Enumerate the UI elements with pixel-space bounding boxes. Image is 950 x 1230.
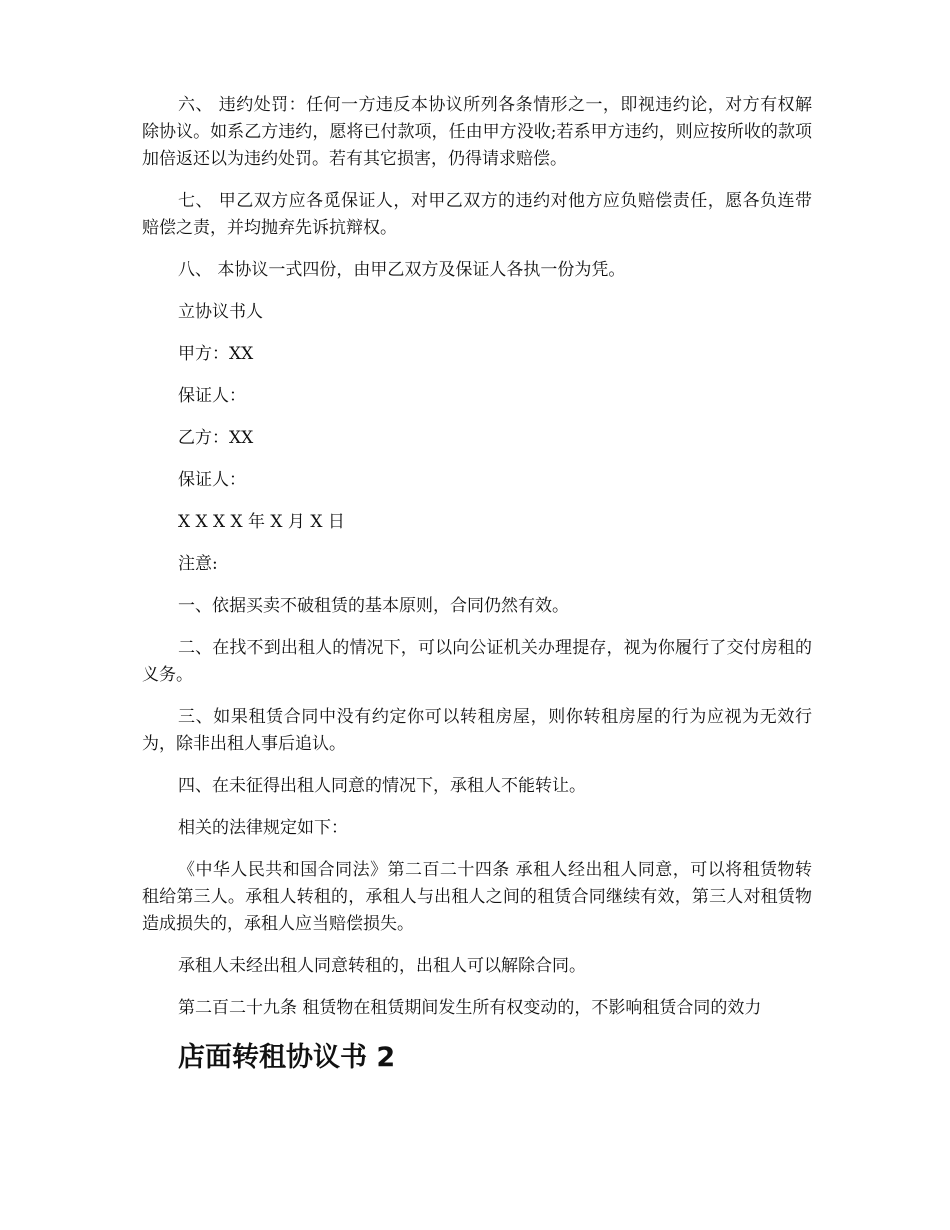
note-four-paragraph: 四、在未征得出租人同意的情况下，承租人不能转让。 (178, 776, 586, 796)
clause-six-paragraph: 六、 违约处罚：任何一方违反本协议所列各条情形之一，即视违约论，对方有权解除协议。如系乙方违约，愿将已付款项，任由甲方没收;若系甲方违约，则应按所收的款项加倍返还以为违约处罚。若有其它损害，仍得请求赔偿。 (142, 95, 812, 169)
note-three-paragraph: 三、如果租赁合同中没有约定你可以转租房屋，则你转租房屋的行为应视为无效行为，除非出租人事后追认。 (142, 707, 812, 754)
guarantor-a-line: 保证人： (178, 386, 246, 406)
section-heading: 店面转租协议书 2 (178, 1042, 396, 1073)
clause-seven-paragraph: 七、 甲乙双方应各觅保证人，对甲乙双方的违约对他方应负赔偿责任，愿各负连带赔偿之责，并均抛弃先诉抗辩权。 (142, 191, 812, 238)
unauthorized-sublease-paragraph: 承租人未经出租人同意转租的，出租人可以解除合同。 (178, 956, 586, 976)
note-one-paragraph: 一、依据买卖不破租赁的基本原则，合同仍然有效。 (178, 596, 569, 616)
document-page (142, 92, 812, 1076)
party-b-line: 乙方：XX (178, 428, 254, 448)
clause-eight-paragraph: 八、 本协议一式四份，由甲乙双方及保证人各执一份为凭。 (178, 260, 626, 280)
notes-label: 注意: (178, 554, 218, 574)
note-two-paragraph: 二、在找不到出租人的情况下，可以向公证机关办理提存，视为你履行了交付房租的义务。 (142, 638, 812, 685)
article-229-paragraph: 第二百二十九条 租赁物在租赁期间发生所有权变动的，不影响租赁合同的效力 (178, 998, 762, 1018)
contract-law-article-224-paragraph: 《中华人民共和国合同法》第二百二十四条 承租人经出租人同意，可以将租赁物转租给第三人。承租人转租的，承租人与出租人之间的租赁合同继续有效，第三人对租赁物造成损失的，承租人应当赔偿损失。 (142, 860, 812, 934)
guarantor-b-line: 保证人： (178, 470, 246, 490)
party-a-line: 甲方：XX (178, 344, 254, 364)
date-line: X X X X 年 X 月 X 日 (178, 512, 345, 532)
legal-provisions-label: 相关的法律规定如下： (178, 818, 348, 838)
signatory-label: 立协议书人 (178, 302, 263, 322)
